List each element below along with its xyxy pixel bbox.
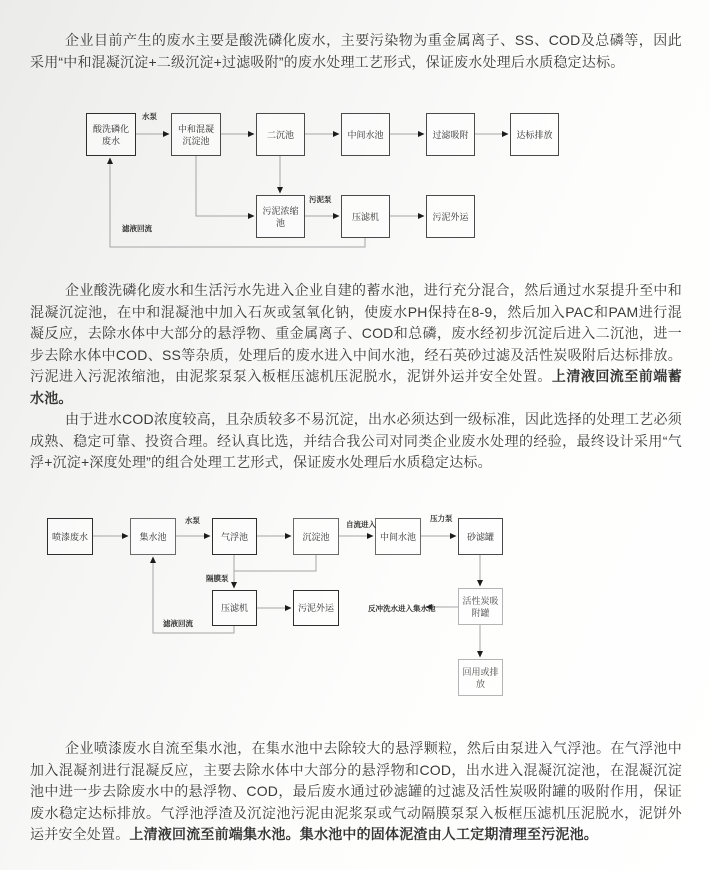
edge-label-filtrate-return: 滤液回流 [163, 619, 193, 628]
flow-box-paint-wastewater: 喷漆废水 [47, 518, 93, 555]
paragraph-text: 企业目前产生的废水主要是酸洗磷化废水，主要污染物为重金属离子、SS、COD及总磷等，因此采用“中和混凝沉淀+二级沉淀+过滤吸附”的废水处理工艺形式，保证废水处理后水质稳定达标。 [30, 32, 682, 70]
edge-label-water-pump: 水泵 [185, 516, 200, 525]
paragraph-intro-acid-wastewater [30, 30, 682, 73]
flowchart-acid-wastewater [0, 100, 710, 262]
flow-box-sludge-thickening-tank: 污泥浓缩池 [256, 195, 305, 238]
paragraph-text: 企业喷漆废水自流至集水池，在集水池中去除较大的悬浮颗粒，然后由泵进入气浮池。在气浮池中加入混凝剂进行混凝反应，主要去除水体中大部分的悬浮物和COD，出水进入混凝沉淀池，在混凝沉淀池中进一步去除废水中的悬浮物、COD，最后废水通过砂滤罐的过滤及活性炭吸附罐的吸附作用，保证废水稳定达标排放。气浮池浮渣及沉淀池污泥由泥浆泵或气动隔膜泵泵入板框压滤机压泥脱水，泥饼外运并安全处置。 [30, 740, 682, 842]
flow-box-secondary-sedimentation-tank: 二沉池 [256, 113, 305, 156]
edge-label-diaphragm-pump: 隔膜泵 [206, 574, 229, 583]
flow-box-sedimentation-tank: 沉淀池 [293, 518, 339, 555]
edge-label-pressure-pump: 压力泵 [430, 514, 453, 523]
edge-label-backwash-to-collection-tank: 反冲洗水进入集水池 [368, 604, 436, 613]
flow-box-discharge-standard: 达标排放 [510, 113, 559, 156]
paragraph-paint-process-description [30, 738, 682, 846]
flow-box-filter-press: 压滤机 [341, 195, 390, 238]
flow-box-air-flotation-tank: 气浮池 [212, 518, 257, 555]
flow-box-collection-tank: 集水池 [130, 518, 176, 555]
paragraph-bold-tail: 上清液回流至前端蓄水池。 [30, 368, 682, 406]
flow-box-sludge-disposal: 污泥外运 [293, 590, 339, 626]
flow-box-activated-carbon-tank: 活性炭吸附罐 [458, 588, 503, 625]
flow-box-intermediate-tank: 中间水池 [375, 518, 421, 555]
edge-label-water-pump: 水泵 [142, 112, 157, 121]
flow-box-sludge-disposal: 污泥外运 [426, 195, 475, 238]
flow-box-neutralization-coagulation-tank: 中和混凝沉淀池 [171, 113, 221, 156]
flowchart-paint-wastewater [0, 500, 710, 715]
flow-box-filter-press: 压滤机 [212, 590, 257, 626]
edge-label-filtrate-return: 滤液回流 [122, 224, 152, 233]
flowchart2-connectors [0, 500, 710, 715]
paragraph-acid-process-description [30, 280, 682, 409]
paragraph-process-selection [30, 409, 682, 474]
flow-box-acid-phosphating-wastewater: 酸洗磷化废水 [86, 113, 136, 156]
flow-box-intermediate-tank: 中间水池 [341, 113, 390, 156]
edge-label-sludge-pump: 污泥泵 [309, 195, 332, 204]
flow-box-filtration-adsorption: 过滤吸附 [426, 113, 475, 156]
edge-label-gravity-flow: 自流进入 [346, 520, 376, 529]
flow-box-reuse-or-discharge: 回用或排放 [458, 659, 503, 696]
paragraph-text: 由于进水COD浓度较高，且杂质较多不易沉淀，出水必须达到一级标准，因此选择的处理工艺必须成熟、稳定可靠、投资合理。经认真比选，并结合我公司对同类企业废水处理的经验，最终设计采用“气浮+沉淀+深度处理”的组合处理工艺形式，保证废水处理后水质稳定达标。 [30, 411, 682, 470]
paragraph-text: 企业酸洗磷化废水和生活污水先进入企业自建的蓄水池，进行充分混合，然后通过水泵提升至中和混凝沉淀池，在中和混凝池中加入石灰或氢氧化钠，使废水PH保持在8-9，然后加入PAC和PAM进行混凝反应，去除水体中大部分的悬浮物、重金属离子、COD和总磷，废水经初步沉淀后进入二沉池，进一步去除水体中COD、SS等杂质，处理后的废水进入中间水池，经石英砂过滤及活性炭吸附后达标排放。污泥进入污泥浓缩池，由泥浆泵泵入板框压滤机压泥脱水，泥饼外运并安全处置。 [30, 282, 682, 384]
paragraph-bold-tail: 上清液回流至前端集水池。集水池中的固体泥渣由人工定期清理至污泥池。 [129, 826, 599, 842]
flow-box-sand-filter: 砂滤罐 [458, 518, 503, 555]
